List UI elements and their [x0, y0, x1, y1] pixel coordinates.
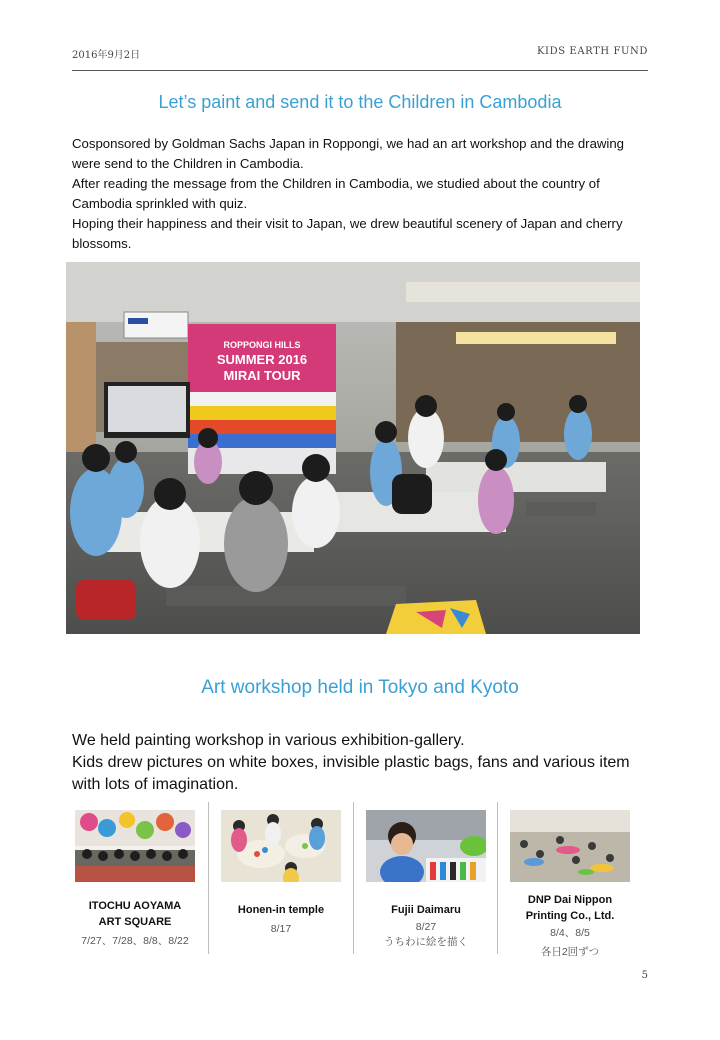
page-number: 5: [641, 970, 648, 981]
venue-item: [64, 802, 202, 962]
photo-sign-line2: SUMMER 2016: [216, 352, 308, 367]
venue-divider: [497, 802, 498, 954]
photo-sign-line3: MIRAI TOUR: [223, 368, 301, 383]
venue-list: [64, 802, 644, 962]
section1-paragraph: Hoping their happiness and their visit to Japan, we drew beautiful scenery of Japan and cherry blossoms.: [72, 216, 623, 251]
venue-thumbnail: [510, 810, 630, 882]
venue-thumbnail: [221, 810, 341, 882]
header-org-name: KIDS EARTH FUND: [536, 46, 648, 57]
photo-sign-line1: ROPPONGI HILLS: [223, 340, 301, 350]
venue-date: 7/27、7/28、8/8、8/22: [81, 935, 189, 947]
page-header: [72, 44, 648, 74]
workshop-photo-illustration: [66, 262, 640, 634]
venue-thumbnail: [366, 810, 486, 882]
section2-body: [72, 730, 652, 796]
section2-title: Art workshop held in Tokyo and Kyoto: [201, 677, 519, 698]
venue-item: [499, 802, 637, 962]
venue-name: Honen-in temple: [237, 904, 325, 916]
venue-item: [355, 802, 493, 962]
section2-paragraph: Kids drew pictures on white boxes, invisible plastic bags, fans and various item with lots of imagination.: [72, 754, 630, 793]
venue-divider: [208, 802, 209, 954]
venue-date: 8/4、8/5 各日2回ずつ: [540, 927, 600, 958]
section1-paragraph: After reading the message from the Children in Cambodia, we studied about the country of Cambodia sprinkled with quiz.: [72, 176, 600, 211]
header-rule: [72, 70, 648, 71]
venue-date: 8/27 うちわに絵を描く: [384, 921, 468, 948]
venue-name: DNP Dai Nippon Printing Co., Ltd.: [525, 894, 615, 922]
section1-body: [72, 134, 652, 254]
venue-date: 8/17: [270, 923, 292, 935]
header-date: 2016年9月2日: [72, 50, 141, 61]
venue-divider: [353, 802, 354, 954]
workshop-photo: [66, 262, 640, 634]
venue-name: Fujii Daimaru: [391, 904, 461, 916]
section2-paragraph: We held painting workshop in various exhibition-gallery.: [72, 732, 465, 749]
section1-paragraph: Cosponsored by Goldman Sachs Japan in Roppongi, we had an art workshop and the drawing were send to the Children in Cambodia.: [72, 136, 625, 171]
venue-name: ITOCHU AOYAMA ART SQUARE: [88, 900, 182, 928]
venue-item: [210, 802, 348, 962]
section1-title: Let’s paint and send it to the Children in Cambodia: [158, 92, 562, 112]
venue-thumbnail: [75, 810, 195, 882]
